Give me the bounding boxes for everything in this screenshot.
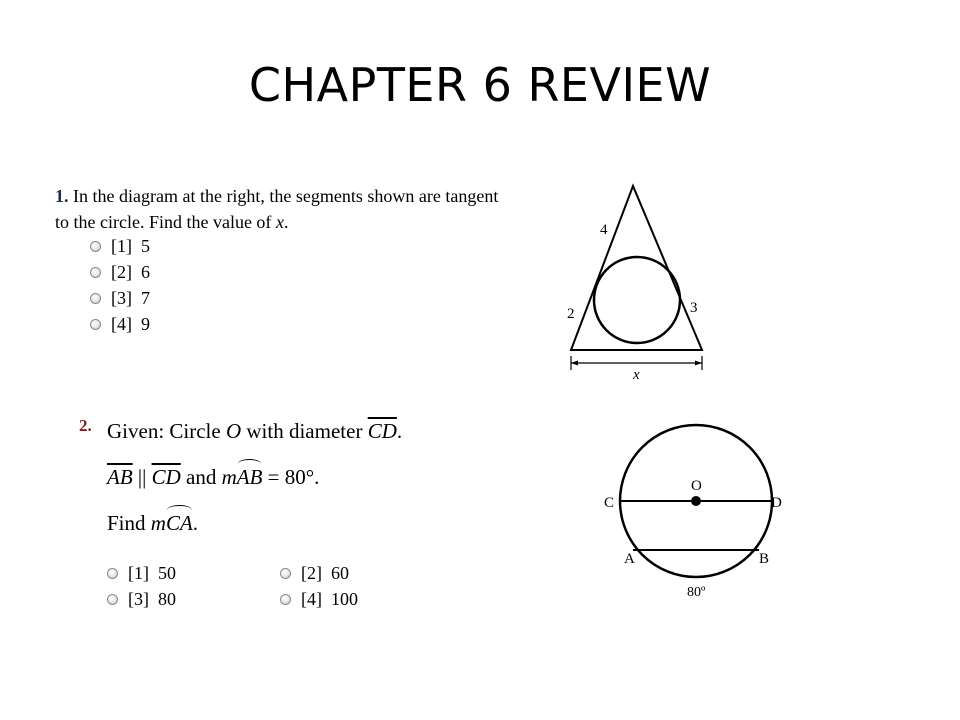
center-point — [691, 496, 701, 506]
text: . — [192, 511, 199, 535]
text: . — [396, 419, 403, 443]
label-b: B — [759, 551, 770, 567]
label-side-left: 2 — [567, 306, 575, 322]
measure-m: m — [150, 511, 166, 535]
radio-button[interactable] — [280, 568, 291, 579]
radio-button[interactable] — [107, 594, 118, 605]
option-key: [3] — [111, 288, 132, 308]
segment-ab: $\overline{AB}$ — [107, 465, 133, 489]
label-a: A — [624, 551, 635, 567]
option-value: 80 — [158, 589, 176, 609]
radio-button[interactable] — [280, 594, 291, 605]
segment-cd: $\overline{CD}$ — [367, 419, 397, 443]
triangle — [571, 186, 702, 350]
label-side-top: 4 — [600, 222, 608, 238]
text: Given: Circle — [107, 419, 226, 443]
circle-chord-diagram — [595, 415, 805, 610]
question-2-line3 — [107, 511, 198, 536]
option-value: 6 — [141, 262, 150, 282]
text: Find — [107, 511, 151, 535]
option-value: 50 — [158, 563, 176, 583]
q1-option-4[interactable] — [90, 314, 150, 335]
question-1-variable: x — [275, 212, 284, 232]
label-arc-measure: 80º — [687, 585, 706, 600]
radio-button[interactable] — [90, 241, 101, 252]
q2-option-3[interactable] — [107, 589, 176, 610]
q1-option-3[interactable] — [90, 288, 150, 309]
option-key: [2] — [301, 563, 322, 583]
question-1-text — [55, 183, 498, 235]
option-value: 9 — [141, 314, 150, 334]
label-d: D — [771, 495, 782, 511]
arc-ca: CA — [166, 511, 193, 536]
option-key: [4] — [111, 314, 132, 334]
option-key: [4] — [301, 589, 322, 609]
option-value: 60 — [331, 563, 349, 583]
slide-title: CHAPTER 6 REVIEW — [248, 58, 712, 112]
q2-option-2[interactable] — [280, 563, 349, 584]
q1-option-1[interactable] — [90, 236, 150, 257]
question-1-period: . — [283, 212, 289, 232]
q2-option-4[interactable] — [280, 589, 358, 610]
question-1-line1: In the diagram at the right, the segments shown are tangent — [73, 186, 499, 206]
segment-cd: $\overline{CD}$ — [151, 465, 181, 489]
label-o: O — [691, 478, 702, 494]
option-key: [1] — [111, 236, 132, 256]
text: = 80°. — [262, 465, 320, 489]
option-key: [3] — [128, 589, 149, 609]
measure-m: m — [221, 465, 237, 489]
text: and — [180, 465, 222, 489]
q2-option-1[interactable] — [107, 563, 176, 584]
option-key: [2] — [111, 262, 132, 282]
radio-button[interactable] — [90, 267, 101, 278]
question-2-line1 — [107, 419, 402, 444]
text: with diameter — [241, 419, 368, 443]
question-1-number: 1. — [55, 186, 69, 206]
circle-name: O — [225, 419, 242, 443]
arrow-head — [695, 361, 702, 366]
option-value: 5 — [141, 236, 150, 256]
radio-button[interactable] — [90, 319, 101, 330]
option-value: 100 — [331, 589, 358, 609]
label-side-right: 3 — [690, 300, 698, 316]
question-2-number: 2. — [79, 416, 92, 435]
label-x: x — [633, 367, 640, 383]
arrow-head — [571, 361, 578, 366]
parallel-symbol: || — [132, 465, 152, 489]
triangle-incircle-diagram — [560, 178, 720, 388]
question-2-line2 — [107, 465, 319, 490]
option-value: 7 — [141, 288, 150, 308]
radio-button[interactable] — [107, 568, 118, 579]
label-c: C — [604, 495, 615, 511]
option-key: [1] — [128, 563, 149, 583]
inscribed-circle — [594, 257, 680, 343]
q1-option-2[interactable] — [90, 262, 150, 283]
arc-ab: AB — [237, 465, 263, 490]
question-1-line2: to the circle. Find the value of — [55, 212, 276, 232]
radio-button[interactable] — [90, 293, 101, 304]
